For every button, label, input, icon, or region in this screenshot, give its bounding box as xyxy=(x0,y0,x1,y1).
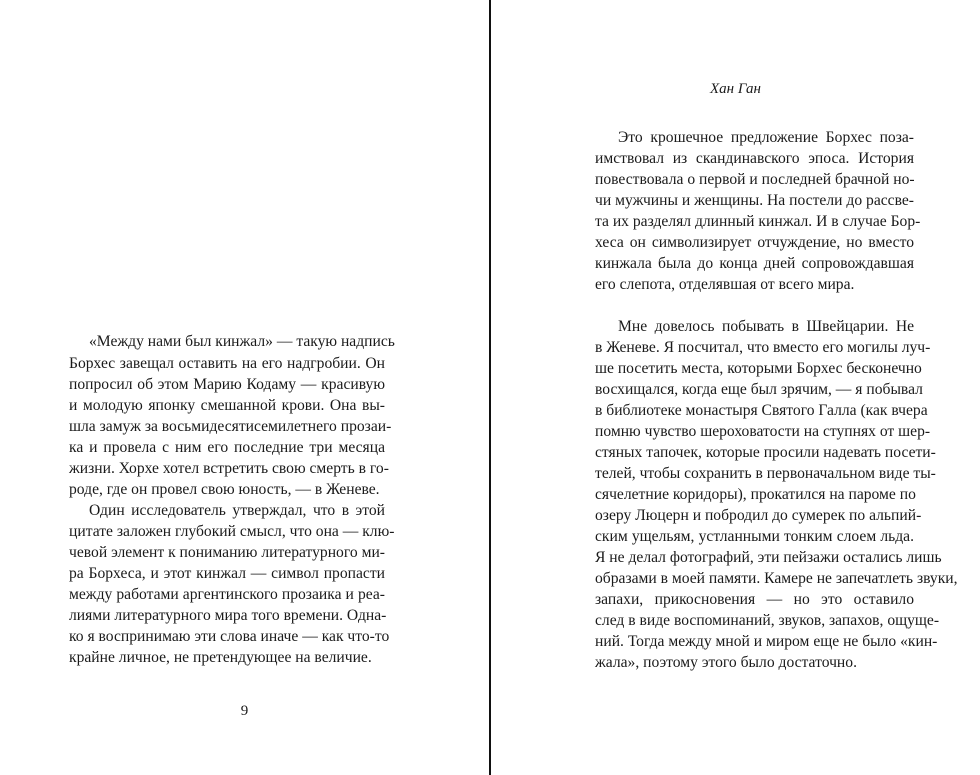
text-line: «Между нами был кинжал» — такую надпись xyxy=(89,333,395,350)
text-line: его слепота, отделявшая от всего мира. xyxy=(595,276,855,293)
text-line: сячелетние коридоры), прокатился на пароме по xyxy=(595,486,916,503)
text-line: и молодую японку смешанной крови. Она вы- xyxy=(69,397,385,414)
text-line: ра Борхеса, и этот кинжал — символ пропасти xyxy=(69,565,385,582)
text-line: цитате заложен глубокий смысл, что она — клю- xyxy=(69,523,395,540)
text-line: крайне личное, не претендующее на величие. xyxy=(69,649,372,666)
text-line: помню чувство шероховатости на ступнях от шер- xyxy=(595,423,931,440)
text-line: стяных тапочек, которые просили надевать посети- xyxy=(595,444,936,461)
text-line: роде, где он провел свою юность, — в Женеве. xyxy=(69,481,380,498)
text-line: ским ущельям, устланными тонким слоем льда. xyxy=(595,528,914,545)
text-line: жизни. Хорхе хотел встретить свою смерть в го- xyxy=(69,460,389,477)
page-number: 9 xyxy=(240,703,249,719)
text-line: хеса он символизирует отчуждение, но вместо xyxy=(595,234,914,251)
text-line: шла замуж за восьмидесятисемилетнего прозаи- xyxy=(69,418,392,435)
text-line: попросил об этом Марию Кодаму — красивую xyxy=(69,376,385,393)
text-line: ко я воспринимаю эти слова иначе — как что-то xyxy=(69,628,390,645)
text-line: Это крошечное предложение Борхес поза- xyxy=(618,129,914,146)
running-head: Хан Ган xyxy=(710,81,761,97)
text-line: кинжала была до конца дней сопровождавшая xyxy=(595,255,914,272)
text-line: чи мужчины и женщины. На постели до рассве- xyxy=(595,192,914,209)
text-line: имствовал из скандинавского эпоса. История xyxy=(595,150,914,167)
text-line: жала», поэтому этого было достаточно. xyxy=(595,654,857,671)
text-line: след в виде воспоминаний, звуков, запахов, ощуще- xyxy=(595,612,940,629)
text-line: между работами аргентинского прозаика и реа- xyxy=(69,586,385,603)
text-line: Один исследователь утверждал, что в этой xyxy=(89,502,385,519)
text-line: Мне довелось побывать в Швейцарии. Не xyxy=(618,318,914,335)
text-line: ше посетить места, которыми Борхес бесконечно xyxy=(595,360,922,377)
left-page xyxy=(0,0,489,775)
text-line: телей, чтобы сохранить в первоначальном виде ты- xyxy=(595,465,936,482)
text-line: ка и провела с ним его последние три месяца xyxy=(69,439,385,456)
text-line: повествовала о первой и последней брачной но- xyxy=(595,171,915,188)
text-line: Борхес завещал оставить на его надгробии. Он xyxy=(69,355,385,372)
right-page xyxy=(491,0,980,775)
text-line: озеру Люцерн и побродил до сумерек по альпий- xyxy=(595,507,922,524)
text-line: чевой элемент к пониманию литературного ми- xyxy=(69,544,385,561)
text-line: лиями литературного мира того времени. Одна- xyxy=(69,607,387,624)
text-line: в Женеве. Я посчитал, что вместо его могилы луч- xyxy=(595,339,931,356)
text-line: та их разделял длинный кинжал. И в случае Бор- xyxy=(595,213,921,230)
text-line: образами в моей памяти. Камере не запечатлеть звуки, xyxy=(595,570,958,587)
text-line: запахи, прикосновения — но это оставило xyxy=(595,591,914,608)
text-line: ний. Тогда между мной и миром еще не было «кин- xyxy=(595,633,938,650)
text-line: Я не делал фотографий, эти пейзажи остались лишь xyxy=(595,549,942,566)
text-line: в библиотеке монастыря Святого Галла (как вчера xyxy=(595,402,928,419)
text-line: восхищался, когда еще был зрячим, — я побывал xyxy=(595,381,923,398)
